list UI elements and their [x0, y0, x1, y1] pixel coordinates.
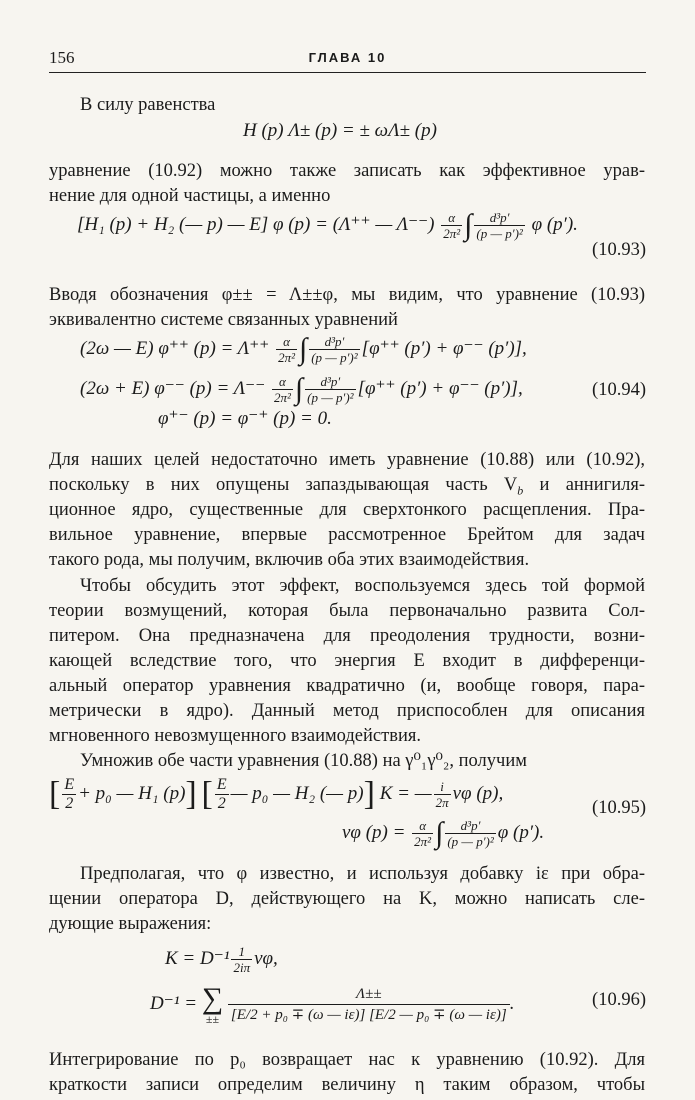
- paragraph-intro: В силу равенства: [80, 95, 216, 115]
- paragraph-line: краткости записи определим величину η таким образом, чтобы: [49, 1075, 645, 1095]
- fraction: $\frac{\text{d³p′}}{\text{(p — p′)²}}$: [447, 818, 494, 849]
- fraction: $\frac{1}{2i\pi}$: [233, 944, 251, 975]
- equation-10-95-line1: [ $\frac{E}{2}$ + p₀ — H₁ (p)] [ $\frac{E}{2}$ — p₀ — H₂ (— p)] K = — $\frac{i}{2\pi}$ vφ (p),: [49, 775, 504, 813]
- page-header: [49, 48, 646, 70]
- paragraph-line: эквивалентно системе связанных уравнений: [49, 310, 398, 330]
- paragraph-line: Вводя обозначения φ±± = Λ±±φ, мы видим, что уравнение (10.93): [49, 285, 645, 305]
- equation-number: (10.93): [592, 240, 646, 260]
- fraction: $\frac{E}{2}$: [64, 776, 75, 812]
- paragraph-line: дующие выражения:: [49, 914, 212, 934]
- fraction: $\frac{\alpha}{\text{2π²}}$: [273, 374, 291, 405]
- eq-tail: φ (p′).: [531, 213, 578, 235]
- equation-10-94-line2: (2ω + E) φ⁻⁻ (p) = Λ⁻⁻ $\frac{\alpha}{\text{2π²}}$ ∫ $\frac{\text{d³p′}}{\text{(p — p′)²}}$ [φ⁺⁺ (p′) + φ⁻⁻ (p′)],: [80, 372, 523, 406]
- equation-10-93: [77, 210, 578, 241]
- paragraph-line: ционное ядро, существенные для сверхтонкого расщепления. Пра-: [49, 500, 645, 520]
- equation-hamiltonian-eigen: H (p) Λ± (p) = ± ωΛ± (p): [243, 120, 437, 141]
- equation-10-96-line1: K = D⁻¹ $\frac{1}{2i\pi}$ vφ,: [165, 944, 278, 975]
- paragraph-line: поскольку в них опущены запаздывающая часть $V_b$ и аннигиля-: [49, 475, 645, 498]
- chapter-title: ГЛАВА 10: [308, 50, 387, 65]
- fraction: $\frac{\alpha}{\text{2π²}}$: [443, 210, 461, 241]
- paragraph-line: Умножив обе части уравнения (10.88) на γ⁰₁γ⁰₂, получим: [80, 751, 527, 771]
- paragraph-line: метрически в ядро). Данный метод приспособлен для описания: [49, 701, 645, 721]
- paragraph-line: теории возмущений, которая была первоначально развита Сол-: [49, 601, 645, 621]
- header-rule: [49, 72, 646, 73]
- fraction: $\frac{\Lambda\pm\pm}{\text{[E/2 + p₀ ∓ (ω — iε)] [E/2 — p₀ ∓ (ω — iε)]}}$: [228, 984, 510, 1025]
- paragraph-line: уравнение (10.92) можно также записать как эффективное урав-: [49, 161, 645, 181]
- integral-sign: ∫: [294, 372, 304, 406]
- fraction: $\frac{\text{d³p′}}{\text{(p — p′)²}}$: [307, 374, 354, 405]
- integral-sign: ∫: [435, 816, 444, 850]
- integral-sign: ∫: [298, 332, 308, 366]
- paragraph-line: Для наших целей недостаточно иметь уравнение (10.88) или (10.92),: [49, 450, 645, 470]
- equation-number: (10.95): [592, 798, 646, 818]
- fraction: $\frac{i}{2\pi}$: [435, 779, 449, 810]
- fraction: $\frac{\alpha}{\text{2π²}}$: [414, 818, 432, 849]
- paragraph-line: нение для одной частицы, а именно: [49, 186, 331, 206]
- equation-number: (10.96): [592, 990, 646, 1010]
- fraction: $\frac{\text{d³p′}}{\text{(p — p′)²}}$: [311, 334, 358, 365]
- paragraph-line: вильное уравнение, впервые рассмотренное Брейтом для задач: [49, 525, 645, 545]
- paragraph-line: щении оператора D, действующего на K, можно написать сле-: [49, 889, 645, 909]
- paragraph-line: Интегрирование по p₀ возвращает нас к уравнению (10.92). Для: [49, 1050, 645, 1070]
- paragraph-line: Предполагая, что φ известно, и используя добавку iε при обра-: [80, 864, 645, 884]
- integral-sign: ∫: [464, 208, 473, 242]
- paragraph-line: мгновенного невозмущенного взаимодействия.: [49, 726, 421, 746]
- paragraph-line: такого рода, мы получим, включив оба этих взаимодействия.: [49, 550, 530, 570]
- equation-number: (10.94): [592, 380, 646, 400]
- paragraph-line: Чтобы обсудить этот эффект, воспользуемся здесь той формой: [80, 576, 645, 596]
- equation-10-94-line1: (2ω — E) φ⁺⁺ (p) = Λ⁺⁺ $\frac{\alpha}{\text{2π²}}$ ∫ $\frac{\text{d³p′}}{\text{(p — p′)²}}$ [φ⁺⁺ (p′) + φ⁻⁻ (p′)],: [80, 332, 527, 366]
- equation-10-96-line2: D⁻¹ = ∑ ±± $\frac{\Lambda\pm\pm}{\text{[E/2 + p₀ ∓ (ω — iε)] [E/2 — p₀ ∓ (ω — iε)]}}$ .: [150, 981, 515, 1026]
- paragraph-line: питером. Она предназначена для преодоления трудности, возни-: [49, 626, 645, 646]
- equation-10-94-line3: φ⁺⁻ (p) = φ⁻⁺ (p) = 0.: [158, 408, 332, 429]
- eq-lhs: [H₁ (p) + H₂ (— p) — E] φ (p) = (Λ⁺⁺ — Λ⁻⁻): [77, 213, 435, 235]
- fraction: $\frac{\alpha}{\text{2π²}}$: [278, 334, 295, 365]
- summation-sign: ∑ ±±: [201, 981, 224, 1026]
- fraction: $\frac{\text{d³p′}}{\text{(p — p′)²}}$: [476, 210, 523, 241]
- paragraph-line: кающей вследствие того, что энергия E входит в дифференци-: [49, 651, 645, 671]
- paragraph-line: альный оператор уравнения квадратично (и, вообще говоря, пара-: [49, 676, 645, 696]
- equation-10-95-line2: vφ (p) = $\frac{\alpha}{\text{2π²}}$ ∫ $\frac{\text{d³p′}}{\text{(p — p′)²}}$ φ (p′).: [342, 816, 545, 850]
- page-number: 156: [49, 48, 75, 67]
- fraction: $\frac{E}{2}$: [216, 776, 227, 812]
